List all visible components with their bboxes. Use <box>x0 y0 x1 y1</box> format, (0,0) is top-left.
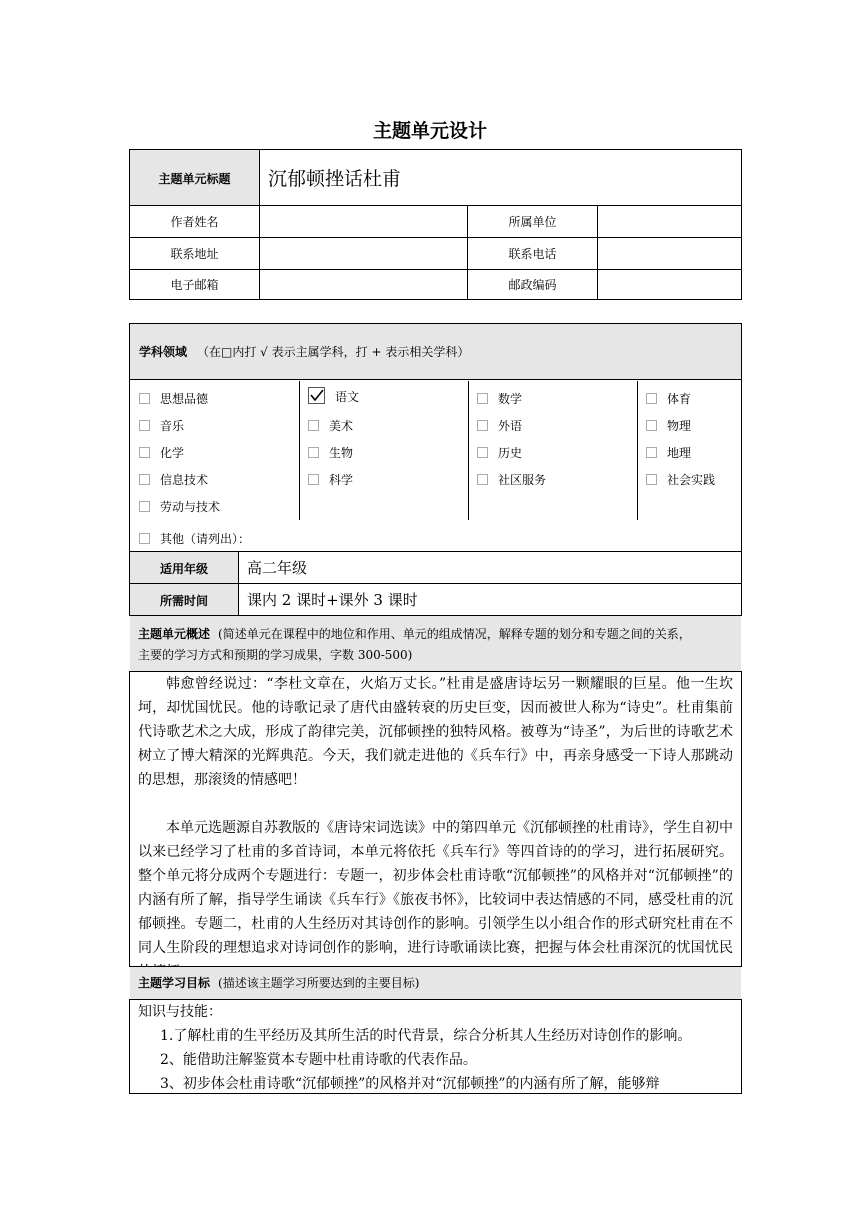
subject-area-section <box>129 323 742 552</box>
grade-time-table <box>129 551 742 616</box>
subject-checkbox-item[interactable] <box>139 391 208 407</box>
subject-label: 生物 <box>329 446 354 460</box>
topic-value[interactable]: 沉郁顿挫话杜甫 <box>260 150 742 206</box>
subject-checkbox-item[interactable] <box>477 391 522 407</box>
overview-paragraph-1: 韩愈曾经说过：“李杜文章在，火焰万丈长。”杜甫是盛唐诗坛另一颗耀眼的巨星。他一生坎坷，却忧国忧民。他的诗歌记录了唐代由盛转衰的历史巨变，因而被世人称为“诗史”。杜甫集前代诗歌艺术之大成，形成了韵律完美，沉郁顿挫的独特风格。被尊为“诗圣”，为后世的诗歌艺术树立了博大精深的光辉典范。今天，我们就走进他的《兵车行》中，再亲身感受一下诗人那跳动的思想，那滚烫的情感吧！ <box>138 676 733 788</box>
subject-column-1 <box>130 381 299 520</box>
checkbox-icon[interactable] <box>139 501 150 512</box>
checkbox-icon[interactable] <box>308 474 319 485</box>
subject-checkbox-item[interactable] <box>308 472 353 488</box>
goals-body[interactable] <box>129 1000 742 1094</box>
subject-label: 外语 <box>498 419 523 433</box>
address-field[interactable] <box>260 238 468 270</box>
subject-checkbox-item[interactable] <box>139 499 220 515</box>
subject-label: 历史 <box>498 446 523 460</box>
checkbox-icon[interactable] <box>646 474 657 485</box>
subject-label: 信息技术 <box>160 473 209 487</box>
subject-label: 社会实践 <box>667 473 716 487</box>
email-label: 电子邮箱 <box>130 270 260 300</box>
subject-checkbox-item[interactable] <box>139 472 208 488</box>
header-info-table <box>129 149 742 300</box>
subject-checkbox-item[interactable] <box>646 418 691 434</box>
checkbox-icon[interactable] <box>308 447 319 458</box>
email-field[interactable] <box>260 270 468 300</box>
subject-label: 社区服务 <box>498 473 547 487</box>
subject-label: 劳动与技术 <box>160 500 221 514</box>
subject-label: 化学 <box>160 446 185 460</box>
goal-item: 1.了解杜甫的生平经历及其所生活的时代背景，综合分析其人生经历对诗创作的影响。 <box>160 1028 692 1044</box>
subject-label: 语文 <box>335 390 360 404</box>
other-subject-label: 其他（请列出）： <box>160 532 251 546</box>
subject-checkbox-item[interactable] <box>477 445 522 461</box>
checkbox-icon[interactable] <box>139 533 150 544</box>
divider <box>129 1093 742 1094</box>
subject-checkbox-item[interactable] <box>139 418 184 434</box>
subject-area-title: 学科领域 <box>139 345 188 359</box>
checkbox-icon[interactable] <box>477 393 488 404</box>
overview-note-line2: 主要的学习方式和预期的学习成果，字数 300-500) <box>138 648 413 662</box>
goal-item: 3、初步体会杜甫诗歌“沉郁顿挫”的风格并对“沉郁顿挫”的内涵有所了解，能够辩 <box>160 1076 660 1092</box>
grade-value[interactable]: 高二年级 <box>239 552 742 584</box>
other-subject-item[interactable] <box>139 530 250 547</box>
unit-field[interactable] <box>598 206 742 238</box>
overview-header <box>130 616 741 671</box>
topic-label: 主题单元标题 <box>158 172 231 186</box>
subject-area-header <box>130 324 741 380</box>
checkbox-icon[interactable] <box>139 420 150 431</box>
subject-label: 数学 <box>498 392 523 406</box>
checkbox-icon[interactable] <box>308 420 319 431</box>
phone-field[interactable] <box>598 238 742 270</box>
postcode-label: 邮政编码 <box>468 270 598 300</box>
grade-label-cell <box>130 552 239 584</box>
goals-heading: 知识与技能： <box>138 1004 222 1020</box>
subject-checkbox-item[interactable] <box>139 445 184 461</box>
subject-area-note: （在□内打 √ 表示主属学科，打 + 表示相关学科） <box>197 345 470 359</box>
subject-checkbox-item[interactable] <box>646 391 691 407</box>
overview-body[interactable] <box>129 672 742 966</box>
author-label: 作者姓名 <box>130 206 260 238</box>
overview-paragraph-2: 本单元选题源自苏教版的《唐诗宋词选读》中的第四单元《沉郁顿挫的杜甫诗》，学生自初中以来已经学习了杜甫的多首诗词，本单元将依托《兵车行》等四首诗的的学习，进行拓展研究。整个单元将分成两个专题进行：专题一，初步体会杜甫诗歌“沉郁顿挫”的风格并对“沉郁顿挫”的内涵有所了解，指导学生诵读《兵车行》《旅夜书怀》，比较词中表达情感的不同，感受杜甫的沉郁顿挫。专题二，杜甫的人生经历对其诗创作的影响。引领学生以小组合作的形式研究杜甫在不同人生阶段的理想追求对诗词创作的影响，进行诗歌诵读比赛，把握与体会杜甫深沉的忧国忧民 <box>138 820 733 956</box>
postcode-field[interactable] <box>598 270 742 300</box>
goals-label: 主题学习目标 <box>138 976 211 990</box>
checkbox-icon[interactable] <box>139 447 150 458</box>
checkbox-icon[interactable] <box>139 393 150 404</box>
subject-label: 美术 <box>329 419 354 433</box>
author-field[interactable] <box>260 206 468 238</box>
subject-checkbox-item[interactable] <box>308 445 353 461</box>
goals-note: (描述该主题学习所要达到的主要目标) <box>218 976 420 990</box>
checked-checkbox-icon[interactable] <box>308 387 325 404</box>
overview-label: 主题单元概述 <box>138 627 211 641</box>
subject-checkbox-item[interactable] <box>477 418 522 434</box>
subject-checkbox-item[interactable] <box>308 387 359 407</box>
subject-checkbox-item[interactable] <box>477 472 546 488</box>
checkbox-icon[interactable] <box>139 474 150 485</box>
subject-checkbox-item[interactable] <box>646 472 715 488</box>
subject-label: 体育 <box>667 392 692 406</box>
checkbox-icon[interactable] <box>477 447 488 458</box>
subject-column-2 <box>299 381 469 520</box>
phone-label: 联系电话 <box>468 238 598 270</box>
subject-checkbox-item[interactable] <box>308 418 353 434</box>
grade-label: 适用年级 <box>159 562 208 576</box>
unit-label: 所属单位 <box>468 206 598 238</box>
subject-label: 科学 <box>329 473 354 487</box>
time-value[interactable]: 课内 2 课时+课外 3 课时 <box>239 584 742 616</box>
goals-header <box>130 967 741 999</box>
overview-note-line1: (简述单元在课程中的地位和作用、单元的组成情况，解释专题的划分和专题之间的关系， <box>218 627 691 641</box>
checkbox-icon[interactable] <box>646 447 657 458</box>
subject-label: 物理 <box>667 419 692 433</box>
topic-label-cell <box>130 150 260 206</box>
subject-label: 思想品德 <box>160 392 209 406</box>
subject-column-3 <box>468 381 638 520</box>
page-title: 主题单元设计 <box>372 120 487 142</box>
checkbox-icon[interactable] <box>477 474 488 485</box>
checkbox-icon[interactable] <box>646 393 657 404</box>
subject-label: 地理 <box>667 446 692 460</box>
checkbox-icon[interactable] <box>646 420 657 431</box>
subject-checkbox-item[interactable] <box>646 445 691 461</box>
checkbox-icon[interactable] <box>477 420 488 431</box>
subject-column-4 <box>637 381 742 520</box>
time-label: 所需时间 <box>159 594 208 608</box>
goal-item: 2、能借助注解鉴赏本专题中杜甫诗歌的代表作品。 <box>160 1052 477 1068</box>
address-label: 联系地址 <box>130 238 260 270</box>
subject-label: 音乐 <box>160 419 185 433</box>
time-label-cell <box>130 584 239 616</box>
